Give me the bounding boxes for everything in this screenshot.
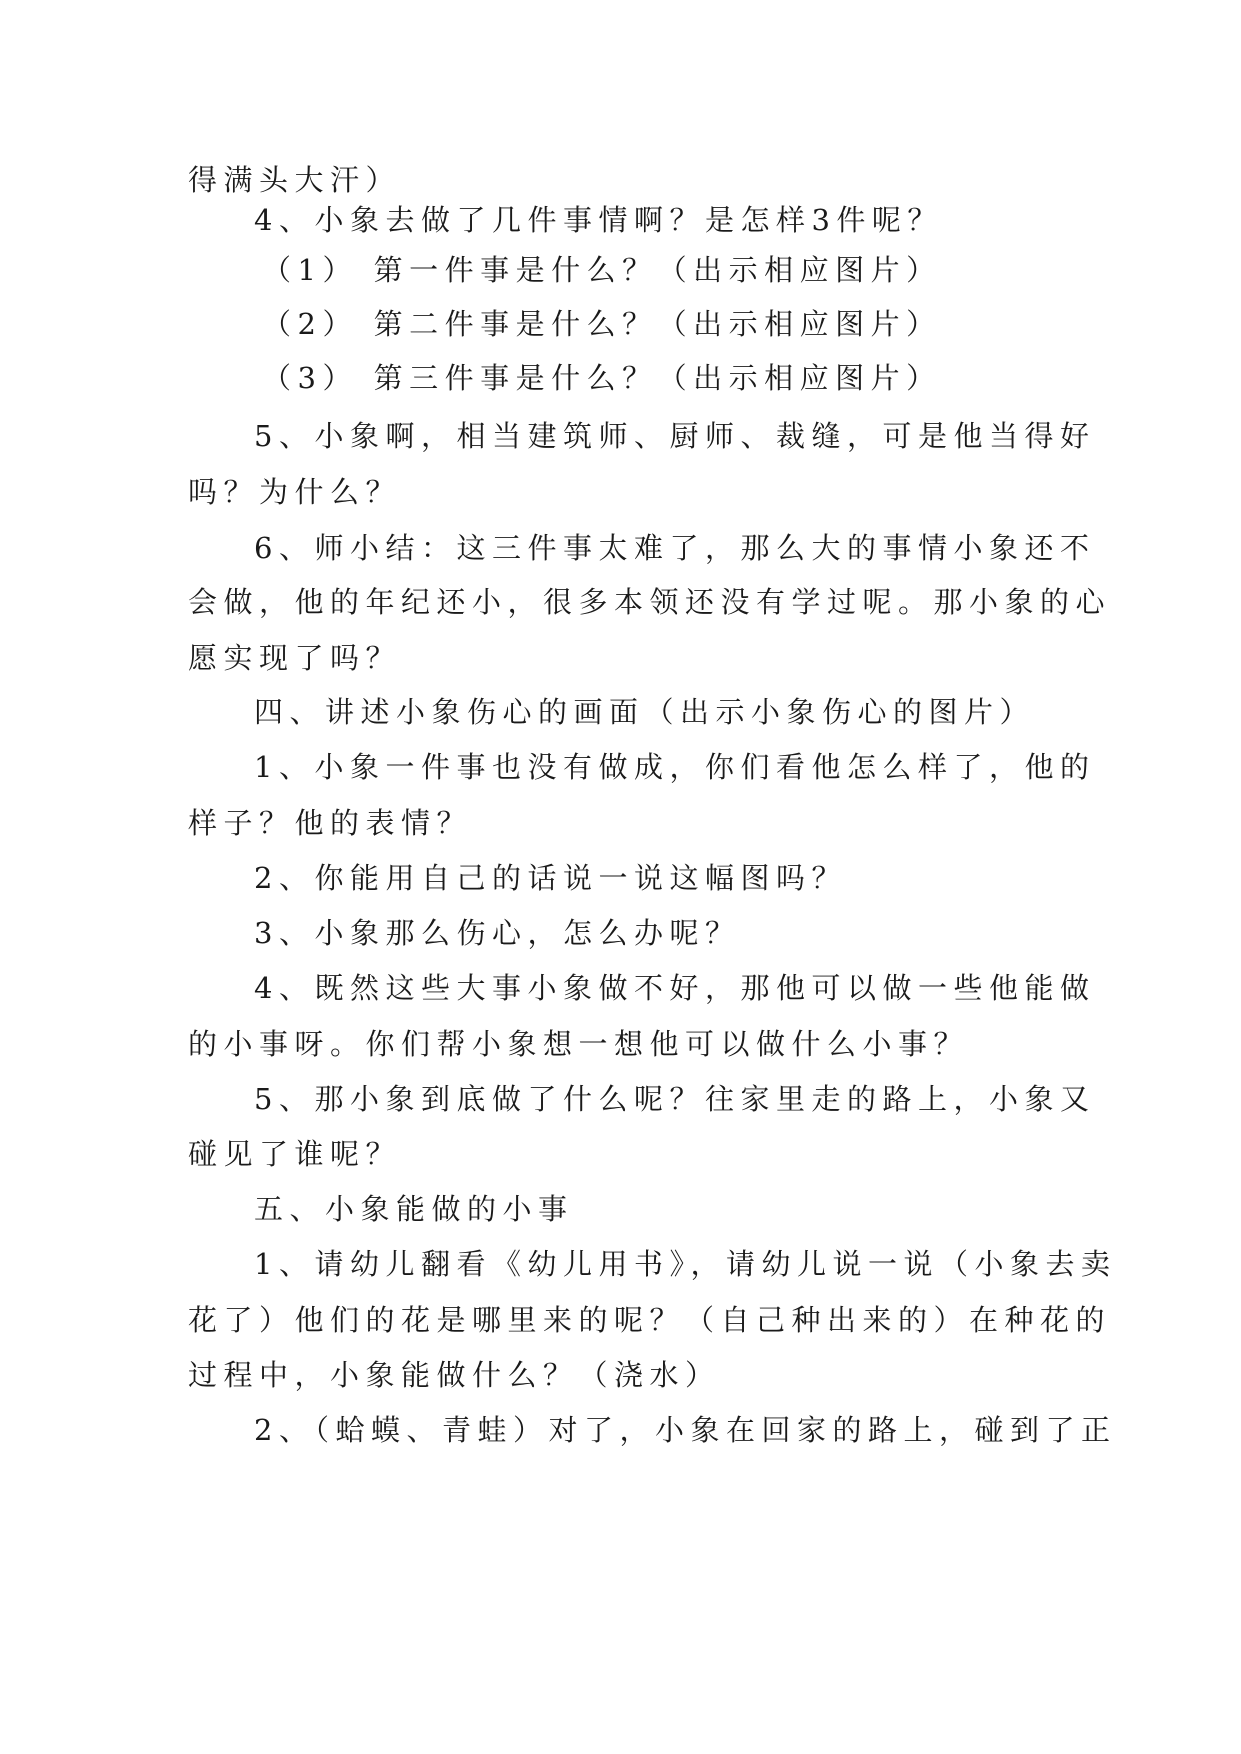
text-line: 2、你能用自己的话说一说这幅图吗？ (254, 861, 847, 895)
text-line: 吗？为什么？ (188, 475, 402, 509)
text-line: 2、（蛤蟆、青蛙）对了，小象在回家的路上，碰到了正 (254, 1413, 1117, 1447)
text-line: 4、既然这些大事小象做不好，那他可以做一些他能做 (254, 971, 1096, 1005)
text-line: （1） 第一件事是什么？（出示相应图片） (262, 253, 942, 287)
text-line: 的小事呀。你们帮小象想一想他可以做什么小事？ (188, 1027, 970, 1061)
text-line: 3、小象那么伤心，怎么办呢？ (254, 916, 741, 950)
text-line: （3） 第三件事是什么？（出示相应图片） (262, 361, 942, 395)
text-line: 花了）他们的花是哪里来的呢？（自己种出来的）在种花的 (188, 1303, 1112, 1337)
text-line: 5、那小象到底做了什么呢？往家里走的路上，小象又 (254, 1082, 1096, 1116)
text-line: 5、小象啊，相当建筑师、厨师、裁缝，可是他当得好 (254, 419, 1096, 453)
text-line: 样子？他的表情？ (188, 806, 473, 840)
text-line: 愿实现了吗？ (188, 641, 402, 675)
text-line: 过程中，小象能做什么？（浇水） (188, 1358, 721, 1392)
text-line: 碰见了谁呢？ (188, 1137, 402, 1171)
section-heading: 五、小象能做的小事 (254, 1192, 574, 1226)
text-line: （2） 第二件事是什么？（出示相应图片） (262, 307, 942, 341)
text-line: 得满头大汗） (188, 163, 402, 197)
text-line: 4、小象去做了几件事情啊？是怎样3件呢？ (254, 203, 943, 237)
text-line: 1、小象一件事也没有做成，你们看他怎么样了，他的 (254, 750, 1096, 784)
section-heading: 四、讲述小象伤心的画面（出示小象伤心的图片） (254, 695, 1036, 729)
text-line: 1、请幼儿翻看《幼儿用书》，请幼儿说一说（小象去卖 (254, 1247, 1117, 1281)
text-line: 6、师小结：这三件事太难了，那么大的事情小象还不 (254, 531, 1096, 565)
text-line: 会做，他的年纪还小，很多本领还没有学过呢。那小象的心 (188, 585, 1112, 619)
